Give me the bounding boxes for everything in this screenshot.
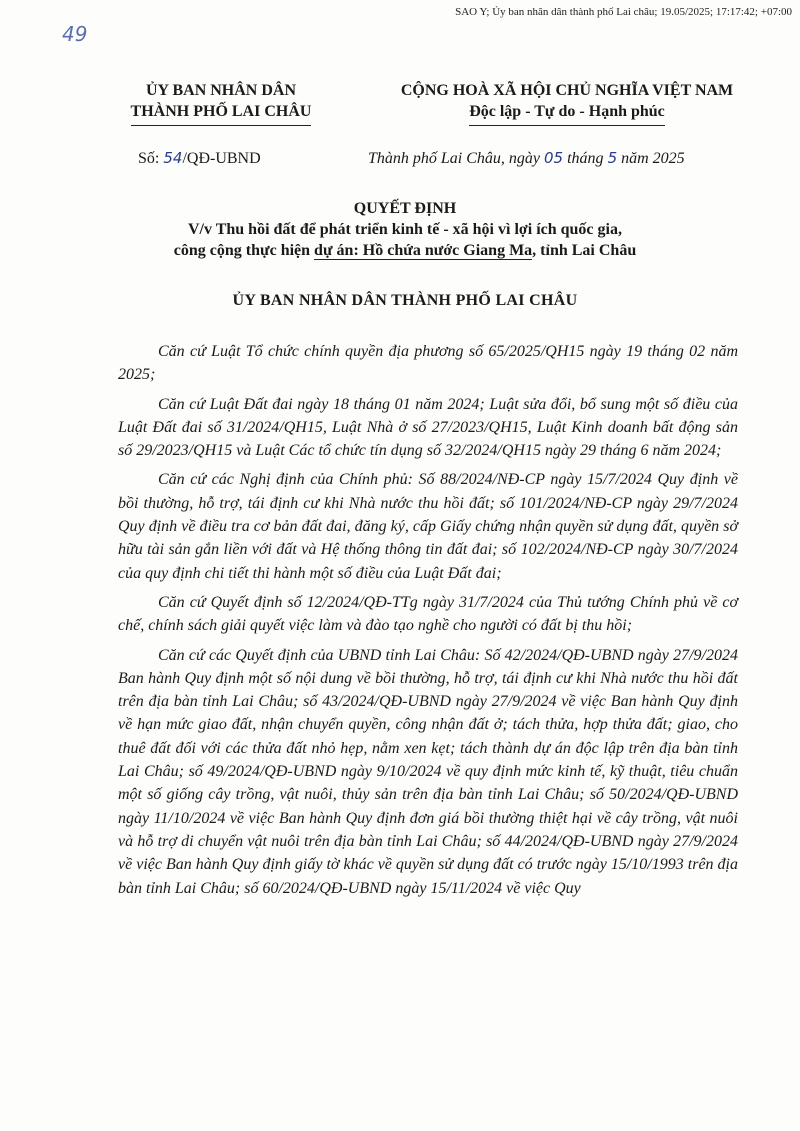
subject-line-2-pre: công cộng thực hiện [173,242,315,259]
project-name: dự án: Hồ chứa nước Giang Ma [314,242,533,259]
doc-number-suffix: /QĐ-UBND [182,150,261,167]
document-date [368,149,685,168]
document-number [138,149,261,168]
issuing-authority: ỦY BAN NHÂN DÂN THÀNH PHỐ LAI CHÂU [232,292,578,309]
subject-line-2-post: , tỉnh Lai Châu [532,242,637,259]
date-month-label: tháng [563,150,608,167]
legal-basis-paragraph: Căn cứ các Quyết định của UBND tỉnh Lai Châu: Số 42/2024/QĐ-UBND ngày 27/9/2024 Ban hành Quy định một số nội dung về bồi thường, hỗ trợ, tái định cư khi Nhà nước thu hồi đất trên địa bàn tỉnh Lai Châu; số 43/2024/QĐ-UBND ngày 27/9/2024 về việc Ban hành Quy định về hạn mức giao đất, nhận chuyển quyền, công nhận đất ở; tách thửa, hợp thửa đất; giao, cho thuê đất đối với các thửa đất nhỏ hẹp, nằm xen kẹt; tách thành dự án độc lập trên địa bàn tỉnh Lai Châu; số 49/2024/QĐ-UBND ngày 9/10/2024 về quy định mức kinh tế, kỹ thuật, tiêu chuẩn một số giống cây trồng, vật nuôi, thủy sản trên địa bàn tỉnh Lai Châu; số 50/2024/QĐ-UBND ngày 11/10/2024 về việc Ban hành Quy định đơn giá bồi thường thiệt hại về cây trồng, vật nuôi và hỗ trợ di chuyển vật nuôi trên địa bàn tỉnh Lai Châu; số 44/2024/QĐ-UBND ngày 27/9/2024 về việc Ban hành Quy định giấy tờ khác về quyền sử dụng đất có trước ngày 15/10/1993 trên địa bàn tỉnh Lai Châu; số 60/2024/QĐ-UBND ngày 15/11/2024 về việc Quy [118,646,738,897]
agency-header [96,80,346,126]
doc-type: QUYẾT ĐỊNH [353,200,457,217]
date-month: 5 [607,149,618,167]
doc-number-handwritten: 54 [163,149,183,167]
subject-line-1: V/v Thu hồi đất để phát triển kinh tế - xã hội vì lợi ích quốc gia, [188,221,622,238]
handwritten-page-number: 49 [62,22,88,46]
agency-line-2: THÀNH PHỐ LAI CHÂU [131,101,312,126]
nation-name: CỘNG HOÀ XÃ HỘI CHỦ NGHĨA VIỆT NAM [400,82,734,99]
legal-basis-paragraph: Căn cứ Luật Đất đai ngày 18 tháng 01 năm 2024; Luật sửa đổi, bổ sung một số điều của Luật Đất đai số 31/2024/QH15, Luật Nhà ở số 27/2023/QH15, Luật Kinh doanh bất động sản số 29/2023/QH15 và Luật Các tổ chức tín dụng số 32/2024/QH15 ngày 29 tháng 6 năm 2024; [118,395,738,460]
decision-title [60,198,750,261]
doc-number-prefix: Số: [138,150,164,167]
subject-line-2 [60,240,750,261]
agency-line-1: ỦY BAN NHÂN DÂN [145,82,297,99]
national-motto: Độc lập - Tự do - Hạnh phúc [469,101,665,126]
date-year: năm 2025 [617,150,685,167]
digital-copy-stamp: SAO Y; Ủy ban nhân dân thành phố Lai châu; 19.05/2025; 17:17:42; +07:00 [455,6,792,18]
date-prefix: Thành phố Lai Châu, ngày [368,150,545,167]
national-header [352,80,782,126]
legal-basis-paragraph: Căn cứ Quyết định số 12/2024/QĐ-TTg ngày 31/7/2024 của Thủ tướng Chính phủ về cơ chế, chính sách giải quyết việc làm và đào tạo nghề cho người có đất bị thu hồi; [118,593,738,635]
legal-basis-paragraph: Căn cứ Luật Tổ chức chính quyền địa phương số 65/2025/QH15 ngày 19 tháng 02 năm 2025; [118,343,738,384]
legal-bases [118,340,738,906]
legal-basis-paragraph: Căn cứ các Nghị định của Chính phủ: Số 88/2024/NĐ-CP ngày 15/7/2024 Quy định về bồi thường, hỗ trợ, tái định cư khi Nhà nước thu hồi đất; số 101/2024/NĐ-CP ngày 29/7/2024 Quy định về điều tra cơ bản đất đai, đăng ký, cấp Giấy chứng nhận quyền sử dụng đất, quyền sở hữu tài sản gắn liền với đất và Hệ thống thông tin đất đai; số 102/2024/NĐ-CP ngày 30/7/2024 của quy định chi tiết thi hành một số điều của Luật Đất đai; [118,471,738,582]
date-day: 05 [544,149,564,167]
